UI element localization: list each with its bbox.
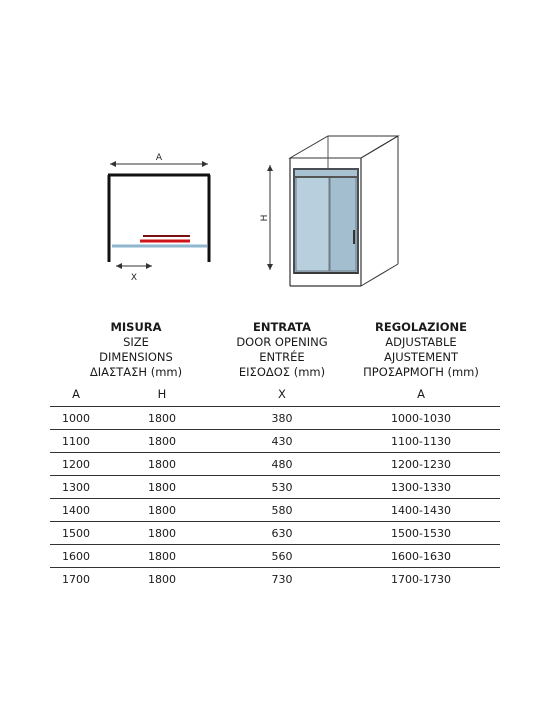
- table-row: [50, 407, 500, 430]
- header-opening-line: ENTRÉE: [259, 350, 305, 364]
- cell-x: 430: [222, 430, 342, 453]
- cell-h: 1800: [102, 407, 222, 430]
- cell-x: 530: [222, 476, 342, 499]
- fixed-glass-panel: [296, 177, 329, 271]
- cell-h: 1800: [102, 430, 222, 453]
- header-adjustable-line: REGOLAZIONE: [374, 320, 468, 334]
- dimension-x-label: X: [130, 273, 138, 283]
- top-view-diagram: [108, 153, 210, 283]
- table-row: [50, 545, 500, 568]
- enclosure-top: [290, 136, 398, 158]
- table-row: [50, 522, 500, 545]
- size-table: [50, 320, 500, 590]
- header-adjustable-line: AJUSTEMENT: [383, 350, 459, 364]
- cell-a: 1200: [50, 453, 102, 476]
- cell-range: 1600-1630: [342, 545, 500, 568]
- table-row: [50, 453, 500, 476]
- letter-cell: H: [102, 382, 222, 407]
- letter-row: [50, 382, 500, 407]
- cell-a: 1100: [50, 430, 102, 453]
- cell-range: 1100-1130: [342, 430, 500, 453]
- header-door-opening: [222, 320, 342, 382]
- cell-x: 630: [222, 522, 342, 545]
- dimension-h-label: H: [260, 214, 270, 222]
- cell-range: 1200-1230: [342, 453, 500, 476]
- cell-range: 1500-1530: [342, 522, 500, 545]
- table-row: [50, 430, 500, 453]
- cell-h: 1800: [102, 453, 222, 476]
- cell-h: 1800: [102, 545, 222, 568]
- sliding-glass-panel: [330, 177, 356, 271]
- enclosure-right-bottom: [361, 264, 398, 286]
- cell-h: 1800: [102, 499, 222, 522]
- cell-a: 1500: [50, 522, 102, 545]
- front-view-diagram: [260, 136, 398, 286]
- cell-range: 1700-1730: [391, 572, 451, 586]
- header-adjustable-line: ADJUSTABLE: [385, 335, 457, 349]
- letter-cell: A: [50, 382, 102, 407]
- header-size: [50, 320, 222, 382]
- header-opening-line: DOOR OPENING: [236, 335, 328, 349]
- cell-h: 1800: [102, 522, 222, 545]
- enclosure-right-top: [361, 136, 398, 158]
- cell-h: 1800: [102, 476, 222, 499]
- cell-h: 1800: [148, 572, 176, 586]
- cell-range: 1300-1330: [342, 476, 500, 499]
- cell-x: 580: [222, 499, 342, 522]
- cell-range: 1400-1430: [342, 499, 500, 522]
- cell-a: 1000: [50, 407, 102, 430]
- header-size-line: ΔΙΑΣΤΑΣΗ (mm): [89, 365, 183, 379]
- cell-range: 1000-1030: [342, 407, 500, 430]
- cell-x: 380: [222, 407, 342, 430]
- header-adjustable: [342, 320, 500, 382]
- letter-cell: A: [342, 382, 500, 407]
- dimension-a-label: A: [155, 153, 163, 163]
- header-row: [50, 320, 500, 382]
- cell-x: 560: [222, 545, 342, 568]
- table-row: [50, 476, 500, 499]
- table-row: [50, 499, 500, 522]
- cell-a: 1400: [50, 499, 102, 522]
- header-opening-line: ENTRATA: [252, 320, 312, 334]
- header-adjustable-line: ΠΡΟΣΑΡΜΟΓΗ (mm): [363, 365, 479, 379]
- header-size-line: MISURA: [110, 320, 162, 334]
- door-handle: [353, 230, 355, 244]
- header-size-line: DIMENSIONS: [99, 350, 173, 364]
- letter-cell: X: [222, 382, 342, 407]
- header-opening-line: ΕΙΣΟΔΟΣ (mm): [238, 365, 326, 379]
- cell-a: 1600: [50, 545, 102, 568]
- cell-x: 730: [271, 572, 293, 586]
- cell-a: 1700: [62, 572, 90, 586]
- cell-a: 1300: [50, 476, 102, 499]
- cell-x: 480: [222, 453, 342, 476]
- header-size-line: SIZE: [123, 335, 149, 349]
- technical-drawing: [0, 0, 540, 310]
- table-row: [50, 568, 500, 591]
